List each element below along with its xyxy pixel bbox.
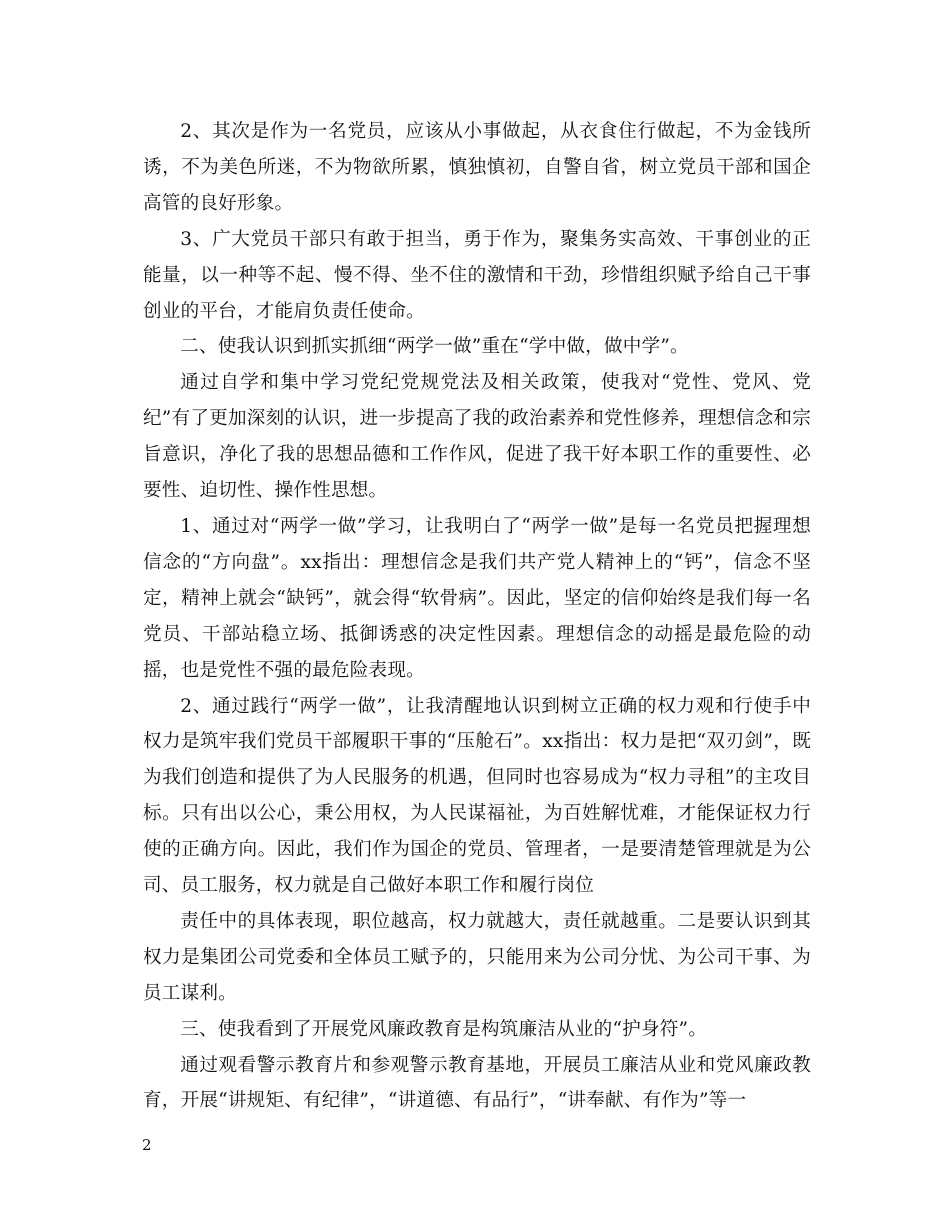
paragraph-point-2-power: 2、通过践行“两学一做”，让我清醒地认识到树立正确的权力观和行使手中权力是筑牢我们党员干部履职干事的“压舱石”。xx指出：权力是把“双刃剑”，既为我们创造和提供了为人民服务的机遇，但同时也容易成为“权力寻租”的主攻目标。只有出以公心，秉公用权，为人民谋福祉，为百姓解忧难，才能保证权力行使的正确方向。因此，我们作为国企的党员、管理者，一是要清楚管理就是为公司、员工服务，权力就是自己做好本职工作和履行岗位	[143, 695, 811, 897]
section-heading-two: 二、使我认识到抓实抓细“两学一做”重在“学中做，做中学”。	[180, 336, 689, 358]
paragraph-responsibility: 责任中的具体表现，职位越高，权力就越大，责任就越重。二是要认识到其权力是集团公司党委和全体员工赋予的，只能用来为公司分忧、为公司干事、为员工谋利。	[143, 910, 811, 1004]
paragraph-self-study: 通过自学和集中学习党纪党规党法及相关政策，使我对“党性、党风、党纪”有了更加深刻的认识，进一步提高了我的政治素养和党性修养，理想信念和宗旨意识，净化了我的思想品德和工作作风，促进了我干好本职工作的重要性、必要性、迫切性、操作性思想。	[143, 372, 811, 502]
document-body	[143, 114, 811, 1119]
paragraph-warning-education: 通过观看警示教育片和参观警示教育基地，开展员工廉洁从业和党风廉政教育，开展“讲规矩、有纪律”，“讲道德、有品行”，“讲奉献、有作为”等一	[143, 1054, 811, 1112]
paragraph-point-3-cadres: 3、广大党员干部只有敢于担当，勇于作为，聚集务实高效、干事创业的正能量，以一种等不起、慢不得、坐不住的激情和干劲，珍惜组织赋予给自己干事创业的平台，才能肩负责任使命。	[143, 228, 811, 322]
page-number: 2	[142, 1136, 152, 1154]
section-heading-three: 三、使我看到了开展党风廉政教育是构筑廉洁从业的“护身符”。	[180, 1018, 708, 1040]
paragraph-point-1-ideals: 1、通过对“两学一做”学习，让我明白了“两学一做”是每一名党员把握理想信念的“方向盘”。xx指出：理想信念是我们共产党人精神上的“钙”，信念不坚定，精神上就会“缺钙”，就会得“软骨病”。因此，坚定的信仰始终是我们每一名党员、干部站稳立场、抵御诱惑的决定性因素。理想信念的动摇是最危险的动摇，也是党性不强的最危险表现。	[143, 515, 811, 681]
paragraph-point-2-party-member: 2、其次是作为一名党员，应该从小事做起，从衣食住行做起，不为金钱所诱，不为美色所迷，不为物欲所累，慎独慎初，自警自省，树立党员干部和国企高管的良好形象。	[143, 121, 811, 214]
